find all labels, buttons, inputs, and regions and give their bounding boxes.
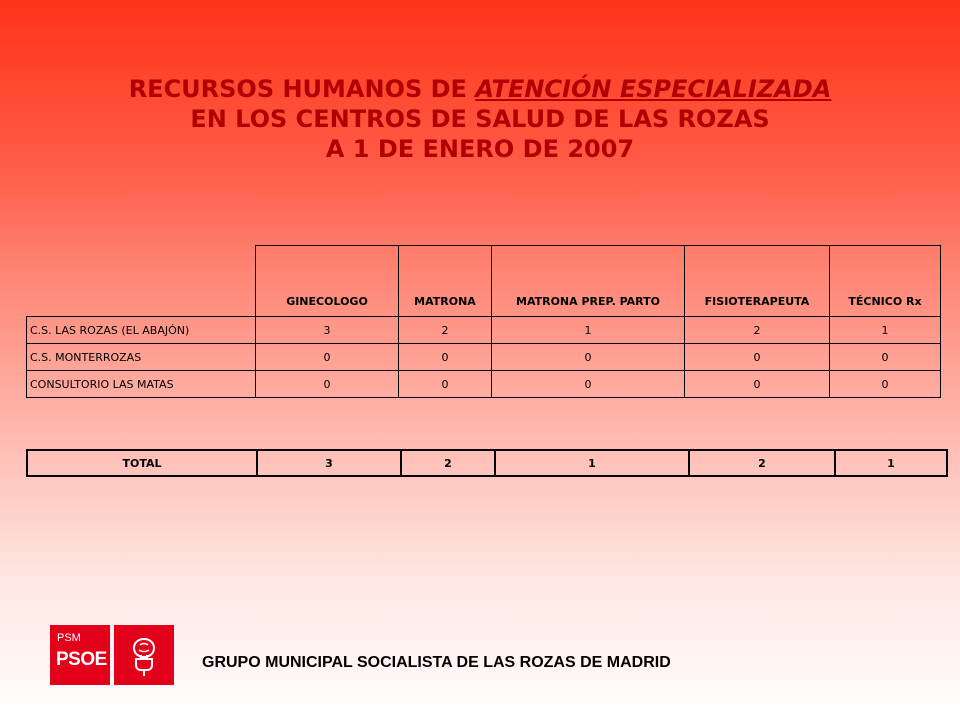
cell-value: 3 xyxy=(256,317,399,344)
footer-text: GRUPO MUNICIPAL SOCIALISTA DE LAS ROZAS DE MADRID xyxy=(202,654,671,671)
column-header: TÉCNICO Rx xyxy=(830,246,941,317)
cell-value: 0 xyxy=(399,371,492,398)
cell-value: 0 xyxy=(830,371,941,398)
title-prefix: RECURSOS HUMANOS DE xyxy=(128,75,476,103)
cell-value: 0 xyxy=(492,371,685,398)
column-header: MATRONA PREP. PARTO xyxy=(492,246,685,317)
cell-value: 0 xyxy=(256,344,399,371)
cell-value: 0 xyxy=(830,344,941,371)
cell-value: 0 xyxy=(685,344,830,371)
staff-table xyxy=(26,245,941,398)
row-label: C.S. LAS ROZAS (EL ABAJÓN) xyxy=(27,317,256,344)
header-corner xyxy=(27,246,256,317)
cell-value: 1 xyxy=(492,317,685,344)
logo-psm-text: PSM xyxy=(57,632,81,644)
cell-value: 2 xyxy=(399,317,492,344)
total-value: 3 xyxy=(257,450,401,476)
rose-emblem-icon xyxy=(114,625,174,685)
title-line-2: EN LOS CENTROS DE SALUD DE LAS ROZAS xyxy=(190,105,770,133)
cell-value: 2 xyxy=(685,317,830,344)
total-value: 2 xyxy=(689,450,835,476)
title-emphasis: ATENCIÓN ESPECIALIZADA xyxy=(475,75,832,103)
logo-psoe-text: PSOE xyxy=(56,649,107,670)
cell-value: 0 xyxy=(399,344,492,371)
column-header: FISIOTERAPEUTA xyxy=(685,246,830,317)
table-row xyxy=(27,344,941,371)
table-header-row xyxy=(27,246,941,317)
total-value: 1 xyxy=(495,450,689,476)
page-title xyxy=(0,74,960,164)
total-row xyxy=(27,450,947,476)
psoe-logo xyxy=(50,625,110,685)
column-header: GINECOLOGO xyxy=(256,246,399,317)
table-row xyxy=(27,371,941,398)
column-header: MATRONA xyxy=(399,246,492,317)
row-label: C.S. MONTERROZAS xyxy=(27,344,256,371)
total-value: 2 xyxy=(401,450,495,476)
title-line-1 xyxy=(0,74,960,104)
cell-value: 1 xyxy=(830,317,941,344)
total-label: TOTAL xyxy=(27,450,257,476)
total-table xyxy=(26,449,948,477)
row-label: CONSULTORIO LAS MATAS xyxy=(27,371,256,398)
title-line-3: A 1 DE ENERO DE 2007 xyxy=(325,135,635,163)
cell-value: 0 xyxy=(685,371,830,398)
table-row xyxy=(27,317,941,344)
rose-fist-icon xyxy=(114,625,174,685)
cell-value: 0 xyxy=(492,344,685,371)
total-value: 1 xyxy=(835,450,947,476)
cell-value: 0 xyxy=(256,371,399,398)
